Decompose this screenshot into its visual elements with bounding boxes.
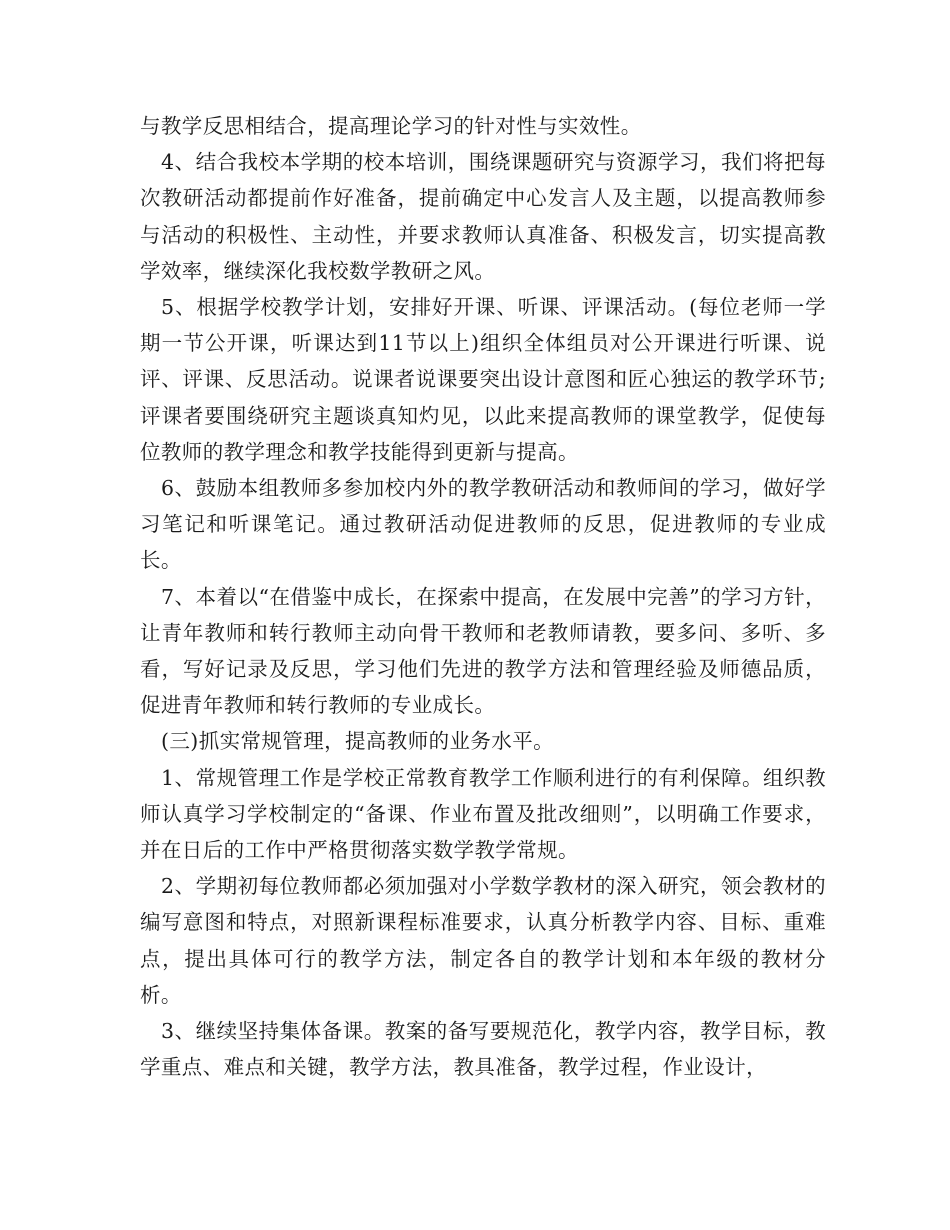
paragraph-continuation: 与教学反思相结合，提高理论学习的针对性与实效性。 bbox=[140, 114, 642, 138]
paragraph-item-4: 4、结合我校本学期的校本培训，围绕课题研究与资源学习，我们将把每次教研活动都提前作好准备，提前确定中心发言人及主题，以提高教师参与活动的积极性、主动性，并要求教师认真准备、积极发言，切实提高教学效率，继续深化我校数学教研之风。 bbox=[140, 150, 826, 283]
document-body bbox=[140, 108, 826, 1085]
paragraph-item-5: 5、根据学校教学计划，安排好开课、听课、评课活动。(每位老师一学期一节公开课，听课达到11节以上)组织全体组员对公开课进行听课、说评、评课、反思活动。说课者说课要突出设计意图和匠心独运的教学环节;评课者要围绕研究主题谈真知灼见，以此来提高教师的课堂教学，促使每位教师的教学理念和教学技能得到更新与提高。 bbox=[140, 295, 826, 464]
paragraph-item-1: 1、常规管理工作是学校正常教育教学工作顺利进行的有利保障。组织教师认真学习学校制定的“备课、作业布置及批改细则”，以明确工作要求，并在日后的工作中严格贯彻落实数学教学常规。 bbox=[140, 765, 826, 863]
paragraph-item-6: 6、鼓励本组教师多参加校内外的教学教研活动和教师间的学习，做好学习笔记和听课笔记。通过教研活动促进教师的反思，促进教师的专业成长。 bbox=[140, 476, 826, 573]
paragraph-item-2: 2、学期初每位教师都必须加强对小学数学教材的深入研究，领会教材的编写意图和特点，对照新课程标准要求，认真分析教学内容、目标、重难点，提出具体可行的教学方法，制定各自的教学计划和本年级的教材分析。 bbox=[140, 874, 826, 1007]
section-heading-3: (三)抓实常规管理，提高教师的业务水平。 bbox=[161, 729, 554, 754]
paragraph-item-7: 7、本着以“在借鉴中成长，在探索中提高，在发展中完善”的学习方针，让青年教师和转行教师主动向骨干教师和老教师请教，要多问、多听、多看，写好记录及反思，学习他们先进的教学方法和管理经验及师德品质，促进青年教师和转行教师的专业成长。 bbox=[140, 584, 826, 718]
paragraph-item-3: 3、继续坚持集体备课。教案的备写要规范化，教学内容，教学目标，教学重点、难点和关键，教学方法，教具准备，教学过程，作业设计， bbox=[140, 1019, 826, 1080]
